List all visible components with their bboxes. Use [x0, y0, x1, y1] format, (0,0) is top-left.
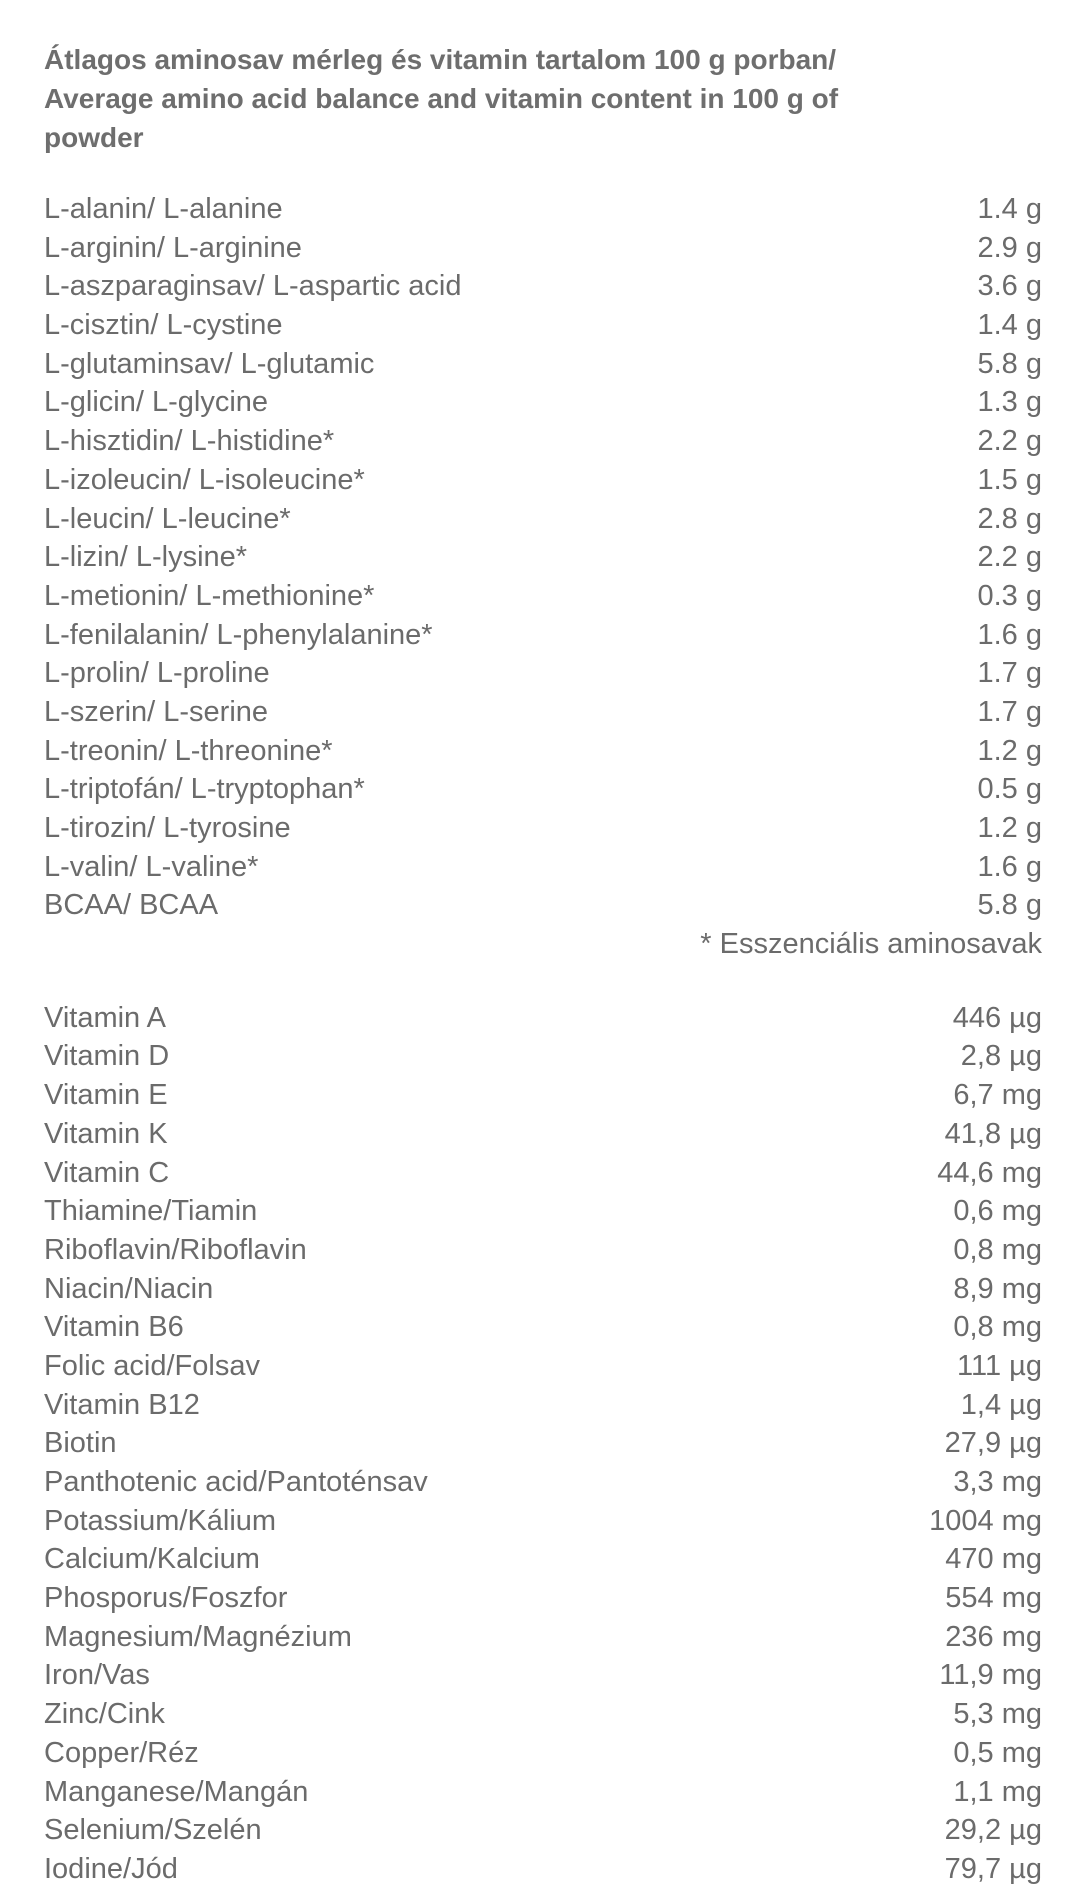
amino-acid-row-value: 1.5 g — [977, 463, 1042, 496]
essential-amino-acids-note: * Esszenciális aminosavak — [700, 928, 1042, 961]
vitamin-row-name: Biotin — [44, 1427, 117, 1460]
amino-acid-row-value: 1.2 g — [977, 734, 1042, 767]
amino-acid-row-value: 2.9 g — [977, 231, 1042, 264]
amino-acid-row — [44, 616, 1042, 655]
vitamin-row-name: Vitamin K — [44, 1117, 168, 1150]
vitamin-row — [44, 1386, 1042, 1425]
amino-acid-row — [44, 229, 1042, 268]
vitamin-row-value: 1,4 µg — [960, 1388, 1042, 1421]
vitamin-row-name: Thiamine/Tiamin — [44, 1195, 258, 1228]
amino-acid-row — [44, 886, 1042, 925]
amino-acid-row-value: 1.6 g — [977, 618, 1042, 651]
amino-acid-row-name: L-leucin/ L-leucine* — [44, 502, 291, 535]
vitamin-mineral-table — [44, 999, 1042, 1889]
vitamin-row-value: 27,9 µg — [944, 1427, 1042, 1460]
vitamin-row-value: 554 mg — [945, 1582, 1042, 1615]
amino-acid-row — [44, 693, 1042, 732]
vitamin-row — [44, 1308, 1042, 1347]
amino-acid-row-name: L-lizin/ L-lysine* — [44, 541, 248, 574]
amino-acid-row-value: 1.7 g — [977, 695, 1042, 728]
vitamin-row-value: 5,3 mg — [953, 1698, 1042, 1731]
vitamin-row — [44, 1037, 1042, 1076]
vitamin-row — [44, 1502, 1042, 1541]
amino-acid-row-name: L-prolin/ L-proline — [44, 657, 270, 690]
vitamin-row-name: Potassium/Kálium — [44, 1504, 277, 1537]
amino-acid-row-name: L-treonin/ L-threonine* — [44, 734, 333, 767]
vitamin-row — [44, 1618, 1042, 1657]
vitamin-row-value: 79,7 µg — [944, 1852, 1042, 1885]
vitamin-row-name: Manganese/Mangán — [44, 1775, 309, 1808]
vitamin-row-value: 3,3 mg — [953, 1466, 1042, 1498]
amino-acid-row-name: L-aszparaginsav/ L-aspartic acid — [44, 270, 462, 303]
amino-acid-row-name: L-alanin/ L-alanine — [44, 193, 283, 225]
amino-acid-row-name: L-metionin/ L-methionine* — [44, 579, 375, 612]
vitamin-row — [44, 1811, 1042, 1850]
amino-acid-row — [44, 809, 1042, 848]
vitamin-row-value: 0,8 mg — [953, 1311, 1042, 1344]
vitamin-row — [44, 1734, 1042, 1773]
vitamin-row-name: Vitamin E — [44, 1079, 168, 1112]
vitamin-row-name: Vitamin B6 — [44, 1311, 184, 1344]
vitamin-row-name: Niacin/Niacin — [44, 1272, 214, 1305]
vitamin-row-name: Phosporus/Foszfor — [44, 1582, 288, 1615]
vitamin-row — [44, 1154, 1042, 1193]
amino-acid-row-value: 1.4 g — [977, 309, 1042, 342]
vitamin-row-name: Iron/Vas — [44, 1659, 150, 1692]
vitamin-row-name: Selenium/Szelén — [44, 1814, 262, 1847]
vitamin-row — [44, 1270, 1042, 1309]
vitamin-row — [44, 1695, 1042, 1734]
amino-acid-row-name: L-fenilalanin/ L-phenylalanine* — [44, 618, 433, 651]
amino-acid-row — [44, 500, 1042, 539]
vitamin-row — [44, 1773, 1042, 1812]
document-title — [44, 40, 1042, 157]
amino-acid-row-value: 1.4 g — [977, 193, 1042, 225]
amino-acid-row — [44, 770, 1042, 809]
amino-acid-row — [44, 383, 1042, 422]
amino-acid-row-value: 1.7 g — [977, 657, 1042, 690]
vitamin-row-value: 6,7 mg — [953, 1079, 1042, 1112]
amino-acid-row — [44, 422, 1042, 461]
vitamin-row-name: Magnesium/Magnézium — [44, 1620, 352, 1653]
vitamin-row-value: 0,8 mg — [953, 1233, 1042, 1266]
amino-acid-row-value: 2.2 g — [977, 425, 1042, 458]
amino-acid-table — [44, 190, 1042, 925]
amino-acid-row-value: 2.2 g — [977, 541, 1042, 574]
amino-acid-row-name: L-hisztidin/ L-histidine* — [44, 425, 335, 458]
amino-acid-row-value: 5.8 g — [977, 889, 1042, 922]
vitamin-row-value: 0,6 mg — [953, 1195, 1042, 1228]
amino-acid-row-value: 2.8 g — [977, 502, 1042, 535]
title-line-3: powder — [44, 122, 144, 153]
vitamin-row — [44, 1656, 1042, 1695]
vitamin-row-name: Calcium/Kalcium — [44, 1543, 260, 1576]
vitamin-row — [44, 1850, 1042, 1889]
title-line-1: Átlagos aminosav mérleg és vitamin tartalom 100 g porban/ — [44, 44, 837, 75]
vitamin-row — [44, 1463, 1042, 1502]
vitamin-row — [44, 999, 1042, 1038]
amino-acid-row — [44, 190, 1042, 229]
vitamin-row-value: 470 mg — [945, 1543, 1042, 1576]
vitamin-row-value: 111 µg — [957, 1349, 1042, 1382]
vitamin-row-name: Panthotenic acid/Pantoténsav — [44, 1466, 428, 1498]
vitamin-row-value: 446 µg — [952, 1001, 1042, 1034]
vitamin-row-name: Zinc/Cink — [44, 1698, 165, 1731]
amino-acid-row — [44, 345, 1042, 384]
amino-acid-row-value: 1.3 g — [977, 386, 1042, 419]
amino-acid-row-value: 1.2 g — [977, 812, 1042, 844]
vitamin-row-value: 44,6 mg — [937, 1156, 1042, 1189]
vitamin-row-name: Vitamin D — [44, 1040, 170, 1073]
amino-acid-row-name: L-triptofán/ L-tryptophan* — [44, 773, 365, 806]
amino-acid-row-name: L-glicin/ L-glycine — [44, 386, 269, 419]
vitamin-row-value: 11,9 mg — [939, 1659, 1042, 1692]
amino-acid-row-name: L-cisztin/ L-cystine — [44, 309, 283, 342]
vitamin-row-name: Vitamin C — [44, 1156, 170, 1189]
amino-acid-row-name: L-valin/ L-valine* — [44, 850, 259, 883]
amino-acid-row — [44, 654, 1042, 693]
vitamin-row — [44, 1347, 1042, 1386]
vitamin-row-name: Riboflavin/Riboflavin — [44, 1233, 307, 1266]
vitamin-row-name: Iodine/Jód — [44, 1852, 178, 1885]
vitamin-row-name: Folic acid/Folsav — [44, 1349, 260, 1382]
vitamin-row-value: 1,1 mg — [953, 1775, 1042, 1808]
amino-acid-row-name: L-tirozin/ L-tyrosine — [44, 812, 291, 844]
amino-acid-row-name: L-glutaminsav/ L-glutamic — [44, 347, 375, 380]
amino-acid-row-name: L-arginin/ L-arginine — [44, 231, 302, 264]
amino-acid-row-value: 1.6 g — [977, 850, 1042, 883]
vitamin-row — [44, 1192, 1042, 1231]
amino-acid-row — [44, 732, 1042, 771]
amino-acid-row — [44, 848, 1042, 887]
amino-acid-row — [44, 577, 1042, 616]
vitamin-row — [44, 1076, 1042, 1115]
amino-acid-row-value: 0.5 g — [977, 773, 1042, 806]
vitamin-row-value: 2,8 µg — [960, 1040, 1042, 1073]
vitamin-row-value: 29,2 µg — [944, 1814, 1042, 1847]
vitamin-row — [44, 1115, 1042, 1154]
vitamin-row-value: 8,9 mg — [953, 1272, 1042, 1305]
amino-acid-row — [44, 461, 1042, 500]
vitamin-row-name: Vitamin A — [44, 1001, 166, 1034]
amino-acid-row-name: L-izoleucin/ L-isoleucine* — [44, 463, 365, 496]
amino-acid-row-name: BCAA/ BCAA — [44, 889, 219, 922]
amino-acid-row — [44, 306, 1042, 345]
vitamin-row-value: 41,8 µg — [944, 1117, 1042, 1150]
amino-acid-row-value: 3.6 g — [977, 270, 1042, 303]
amino-acid-row-name: L-szerin/ L-serine — [44, 695, 269, 728]
vitamin-row-name: Copper/Réz — [44, 1736, 199, 1769]
vitamin-row — [44, 1579, 1042, 1618]
vitamin-row-value: 1004 mg — [929, 1504, 1042, 1537]
vitamin-row-value: 236 mg — [945, 1620, 1042, 1653]
amino-acid-row — [44, 538, 1042, 577]
amino-acid-row-value: 0.3 g — [977, 579, 1042, 612]
title-line-2: Average amino acid balance and vitamin content in 100 g of — [44, 83, 839, 114]
vitamin-row — [44, 1540, 1042, 1579]
amino-acid-row-value: 5.8 g — [977, 347, 1042, 380]
vitamin-row-value: 0,5 mg — [953, 1736, 1042, 1769]
vitamin-row — [44, 1424, 1042, 1463]
amino-acid-row — [44, 267, 1042, 306]
vitamin-row — [44, 1231, 1042, 1270]
vitamin-row-name: Vitamin B12 — [44, 1388, 200, 1421]
